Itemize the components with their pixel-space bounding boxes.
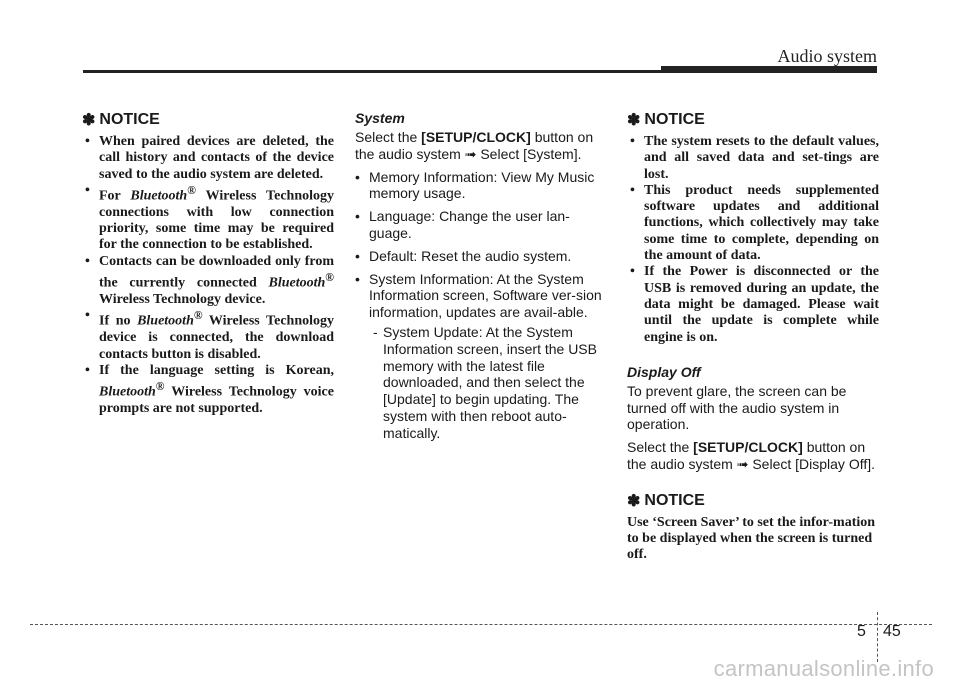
watermark: carmanualsonline.info (713, 656, 934, 681)
display-off-p1: To prevent glare, the screen can be turned off with the audio system in operation. (627, 382, 847, 433)
notice-label: NOTICE (644, 491, 705, 509)
notice-list (82, 134, 334, 417)
system-menu-item: • Memory Information: View My Music memory usage. (355, 169, 607, 203)
system-menu-item: • Default: Reset the audio system. (355, 248, 607, 265)
column-notice-bluetooth (82, 110, 334, 417)
system-menu-item: • System Information: At the System Information screen, Software ver-sion information, updates are avail-able. - System Update: At the System Information screen, insert the USB memory with the latest file downloaded, and then select the [Update] to begin updating. The system with then reboot auto-matically. (355, 271, 607, 442)
header-title: Audio system (777, 46, 877, 66)
brand-name: Bluetooth (137, 313, 194, 329)
system-intro: Select the [SETUP/CLOCK] button on the audio system ➟ Select [System]. (355, 129, 594, 162)
screen-saver-notice: Use ‘Screen Saver’ to set the infor-mation to be displayed when the screen is turned off. (627, 514, 876, 563)
system-menu-list (355, 169, 607, 442)
notice-item: • For Bluetooth® Wireless Technology connections with low connection priority, some time may be required for the connection to be established. (82, 183, 334, 254)
notice-item: • If the language setting is Korean, Bluetooth® Wireless Technology voice prompts are not supported. (82, 363, 334, 418)
header-rule-thick (661, 66, 877, 73)
notice-item: • If no Bluetooth® Wireless Technology device is connected, the download contacts button is disabled. (82, 308, 334, 363)
display-off-p2: Select the [SETUP/CLOCK] button on the audio system ➟ Select [Display Off]. (627, 439, 876, 473)
brand-name: Bluetooth (130, 188, 188, 204)
footer-vertical-divider (877, 612, 878, 662)
column-system (355, 110, 607, 448)
notice-label: NOTICE (644, 111, 705, 128)
section-heading-display-off: Display Off (627, 363, 701, 380)
chapter-number: 5 (857, 623, 866, 640)
notice-label: NOTICE (99, 111, 160, 128)
notice-heading (627, 491, 879, 511)
notice-star-icon: ✽ (82, 112, 96, 129)
notice-item: • Contacts can be downloaded only from the currently connected Bluetooth® Wireless Technology device. (82, 254, 334, 309)
setup-clock-button-ref: [SETUP/CLOCK] (421, 129, 531, 145)
notice-heading (627, 110, 879, 130)
header-rule-thin (83, 70, 661, 73)
notice-item: • The system resets to the default values, and all saved data and set-tings are lost. (627, 134, 879, 183)
notice-item: • When paired devices are deleted, the call history and contacts of the device saved to the audio system are deleted. (82, 134, 334, 183)
notice-star-icon: ✽ (627, 112, 641, 129)
brand-name: Bluetooth (99, 384, 156, 400)
notice-star-icon: ✽ (627, 492, 641, 510)
notice-heading (82, 110, 334, 130)
notice-item: • This product needs supplemented software updates and additional functions, which collectively may take some time to complete, depending on the amount of data. (627, 183, 879, 264)
brand-name: Bluetooth (268, 275, 326, 291)
column-notice-display (627, 110, 879, 564)
notice-item: • If the Power is disconnected or the USB is removed during an update, the data might be damaged. Please wait until the update is complete while engine is on. (627, 264, 879, 345)
page-number: 45 (883, 623, 901, 640)
setup-clock-button-ref: [SETUP/CLOCK] (693, 439, 803, 456)
system-update-subitem: - System Update: At the System Information screen, insert the USB memory with the latest file downloaded, and then select the [Update] to begin updating. The system with then reboot auto-matically. (369, 324, 607, 442)
system-menu-item: • Language: Change the user lan-guage. (355, 208, 607, 242)
footer-dashed-rule (30, 624, 932, 625)
section-heading-system: System (355, 110, 405, 126)
notice-list (627, 134, 879, 346)
